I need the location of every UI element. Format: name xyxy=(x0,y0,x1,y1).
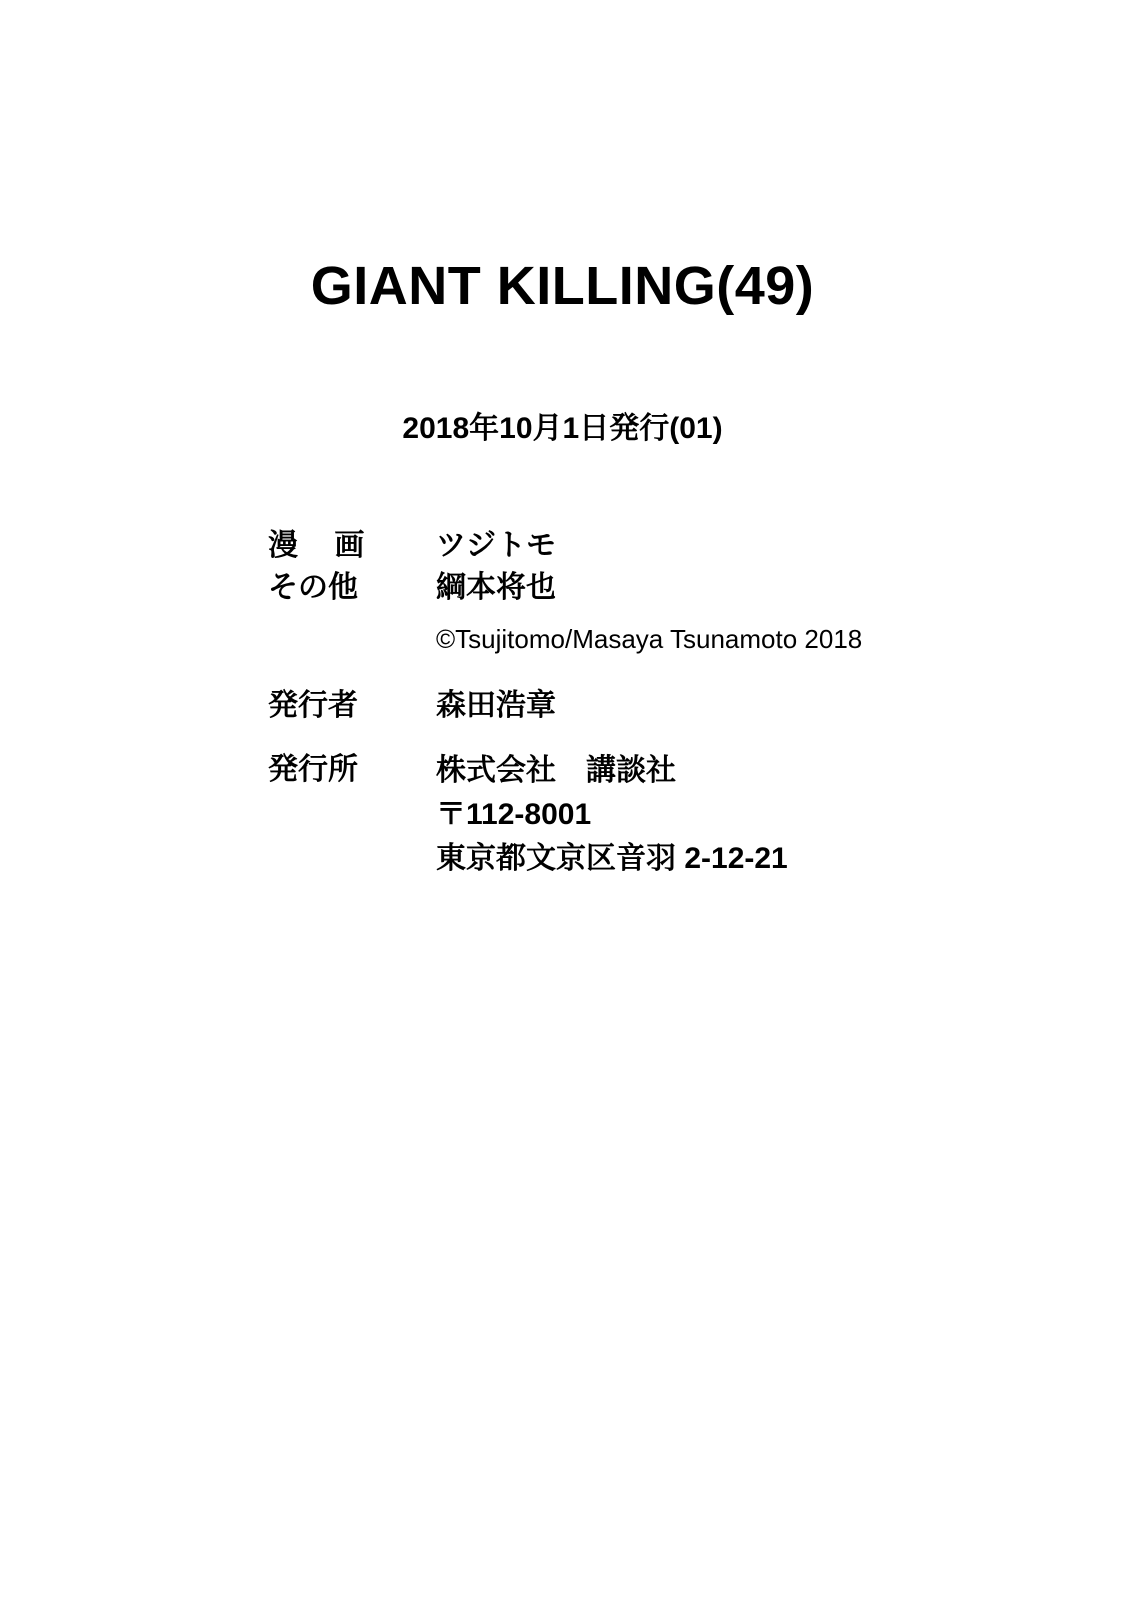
page-title: GIANT KILLING(49) xyxy=(310,256,815,316)
publisher-company-label: 発行所 xyxy=(268,753,358,786)
credit-row-manga xyxy=(268,525,1028,567)
copyright-notice: ©Tsujitomo/Masaya Tsunamoto 2018 xyxy=(436,624,863,654)
publisher-person-row xyxy=(268,685,1028,727)
colophon-block xyxy=(268,525,1028,881)
spacer-after-copyright xyxy=(268,659,1028,685)
credit-value-other: 綱本将也 xyxy=(436,571,556,604)
credit-label-other: その他 xyxy=(268,571,358,604)
publisher-address: 東京都文京区音羽 2-12-21 xyxy=(436,842,788,875)
credit-label-manga: 漫 画 xyxy=(268,529,379,562)
publication-date: 2018年10月1日発行(01) xyxy=(402,412,723,445)
publisher-company-lines xyxy=(436,749,788,881)
spacer-before-publisher xyxy=(268,727,1028,749)
publisher-person-value: 森田浩章 xyxy=(436,689,556,722)
publisher-company-row xyxy=(268,749,1028,881)
publisher-postal-code: 〒112-8001 xyxy=(436,798,592,831)
publisher-person-label: 発行者 xyxy=(268,689,358,722)
publisher-company-name: 株式会社 講談社 xyxy=(436,754,676,787)
credit-value-manga: ツジトモ xyxy=(436,529,556,562)
credit-row-other xyxy=(268,567,1028,609)
